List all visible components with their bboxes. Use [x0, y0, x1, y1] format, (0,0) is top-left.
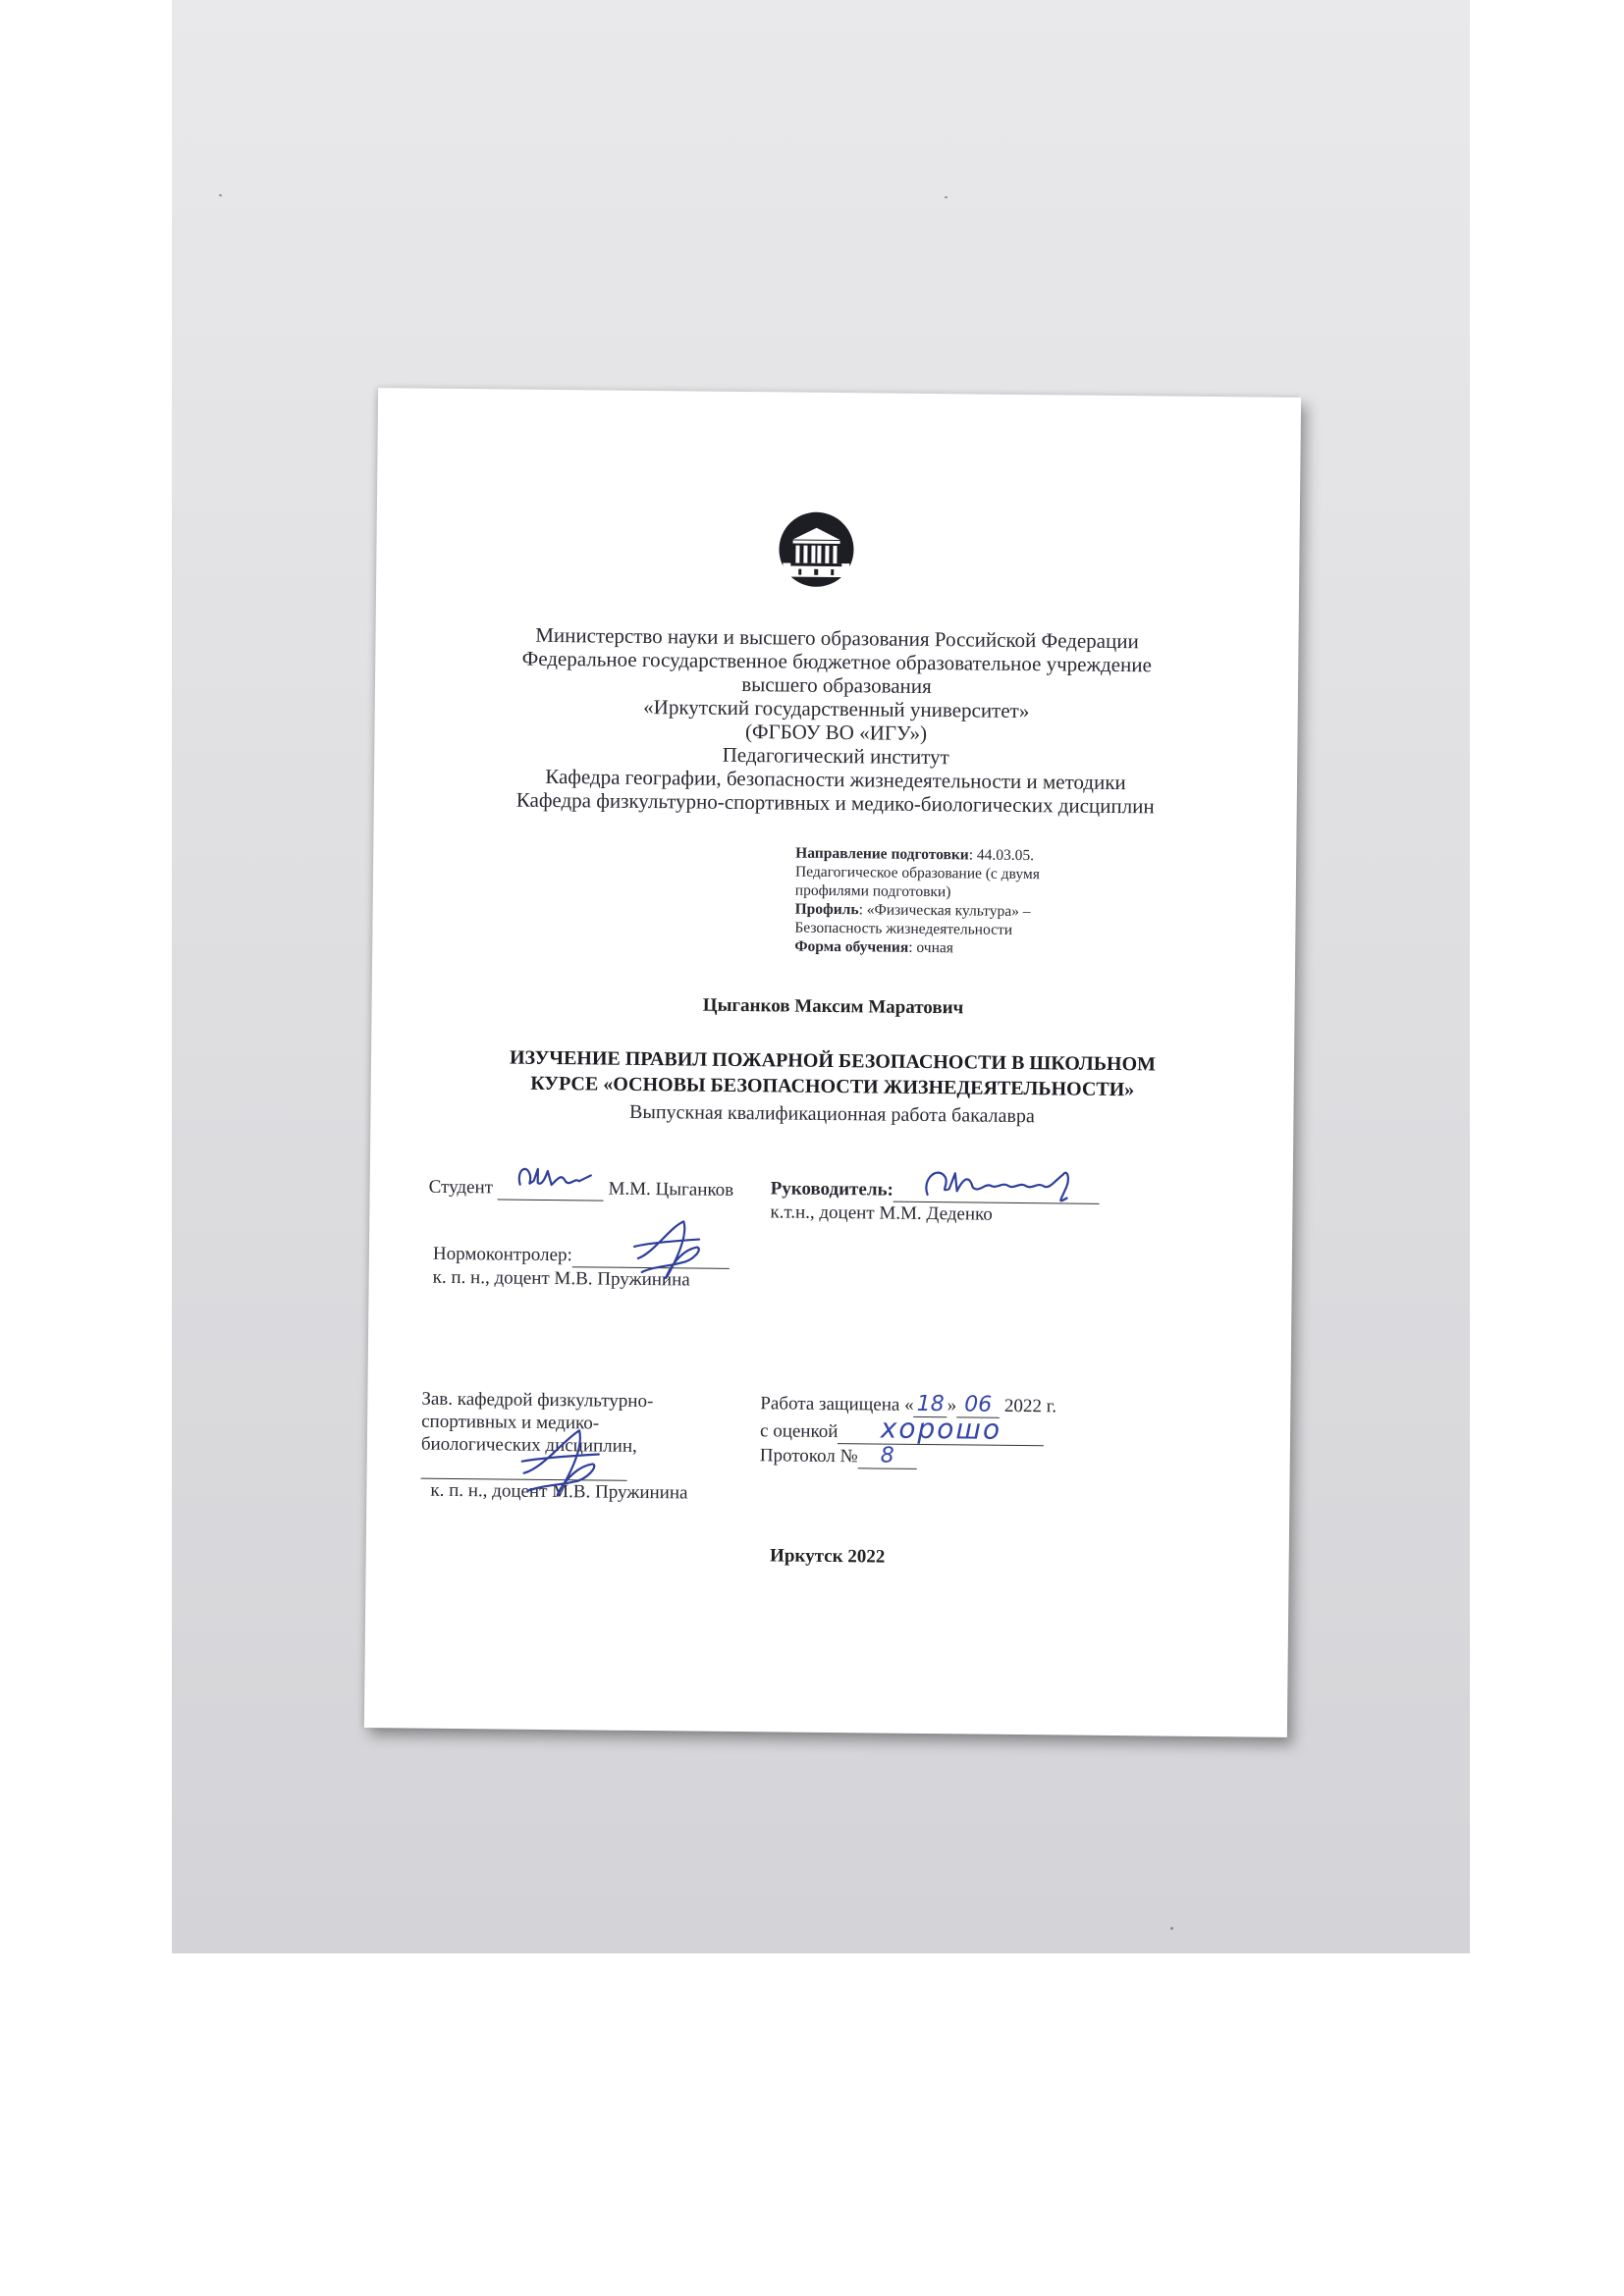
- study-form-label: Форма обучения: [794, 937, 909, 956]
- protocol-label: Протокол №: [759, 1445, 858, 1468]
- thesis-type: Выпускная квалификационная работа бакалавра: [629, 1100, 1035, 1128]
- defense-month: 06: [964, 1392, 993, 1417]
- thesis-title-line: ИЗУЧЕНИЕ ПРАВИЛ ПОЖАРНОЙ БЕЗОПАСНОСТИ В ШКОЛЬНОМ: [509, 1046, 1157, 1076]
- protocol-number-field: [858, 1444, 917, 1469]
- thesis-title: [371, 1043, 1294, 1104]
- student-full-name: Цыганков Максим Маратович: [702, 994, 964, 1019]
- direction-value: профилями подготовки): [794, 881, 951, 901]
- head-title-line: спортивных и медико-: [421, 1411, 600, 1434]
- head-title-line: Зав. кафедрой физкультурно-: [421, 1388, 654, 1413]
- university-logo-icon: [777, 509, 856, 589]
- defense-year: 2022 г.: [1003, 1395, 1057, 1417]
- supervisor-label: Руководитель:: [770, 1178, 894, 1201]
- normcontrol-signature: [624, 1213, 714, 1288]
- ministry-line: Министерство науки и высшего образования Российской Федерации: [535, 622, 1139, 654]
- institute-name: Педагогический институт: [722, 742, 949, 770]
- department-line: Кафедра географии, безопасности жизнедеятельности и методики: [545, 764, 1126, 795]
- supervisor-info: к.т.н., доцент М.М. Деденко: [770, 1201, 993, 1225]
- protocol-number: 8: [880, 1443, 894, 1468]
- profile-value: Безопасность жизнедеятельности: [794, 919, 1013, 938]
- head-of-department-signature: [514, 1422, 613, 1507]
- head-info: к. п. н., доцент М.В. Пружинина: [430, 1479, 688, 1504]
- defended-label: Работа защищена «: [760, 1393, 914, 1415]
- grade-value: хорошо: [880, 1412, 1002, 1446]
- student-signed-name: М.М. Цыганков: [608, 1178, 734, 1201]
- study-form-value: : очная: [908, 938, 954, 957]
- normcontrol-info: к. п. н., доцент М.В. Пружинина: [432, 1266, 690, 1291]
- scan-speck: [219, 194, 222, 196]
- supervisor-signature: [919, 1159, 1092, 1210]
- student-label: Студент: [428, 1176, 494, 1199]
- university-name: «Иркутский государственный университет»: [643, 694, 1030, 723]
- department-line: Кафедра физкультурно-спортивных и медико-биологических дисциплин: [515, 787, 1155, 819]
- grade-field: [838, 1412, 1044, 1446]
- profile-value: : «Физическая культура» –: [858, 901, 1031, 921]
- head-title-line: биологических дисциплин,: [420, 1433, 637, 1457]
- direction-value: : 44.03.05.: [968, 846, 1035, 865]
- scan-speck: [945, 196, 947, 198]
- city-year: Иркутск 2022: [770, 1545, 886, 1568]
- title-page: [364, 388, 1301, 1737]
- ministry-line: высшего образования: [741, 672, 932, 699]
- student-signature: [513, 1157, 601, 1198]
- defense-block: [760, 1391, 1057, 1470]
- grade-label: с оценкой: [759, 1420, 839, 1443]
- university-abbr: (ФГБОУ ВО «ИГУ»): [744, 720, 928, 745]
- ministry-line: Федеральное государственное бюджетное образовательное учреждение: [521, 646, 1152, 677]
- defense-day: 18: [916, 1391, 945, 1417]
- direction-value: Педагогическое образование (с двумя: [794, 863, 1040, 883]
- direction-label: Направление подготовки: [795, 844, 969, 864]
- study-direction-block: [794, 844, 1110, 959]
- date-separator: »: [947, 1395, 957, 1416]
- scan-speck: [1170, 1927, 1173, 1930]
- profile-label: Профиль: [794, 900, 859, 919]
- thesis-title-line: КУРСЕ «ОСНОВЫ БЕЗОПАСНОСТИ ЖИЗНЕДЕЯТЕЛЬНОСТИ»: [530, 1072, 1135, 1101]
- normcontrol-label: Нормоконтролер:: [432, 1243, 572, 1266]
- institution-header: [374, 621, 1299, 820]
